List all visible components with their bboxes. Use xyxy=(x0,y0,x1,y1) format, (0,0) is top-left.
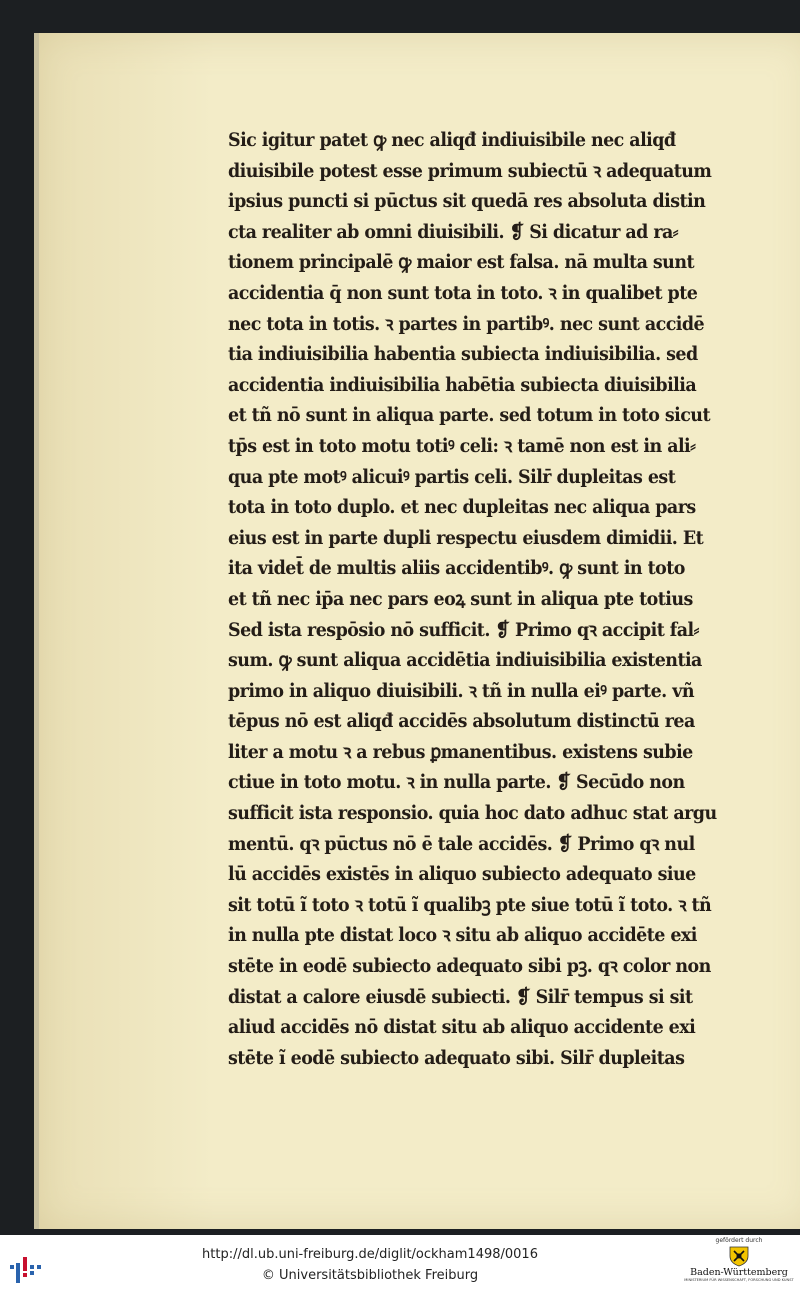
page-edge xyxy=(34,33,39,1229)
sponsor-logo[interactable] xyxy=(680,1237,798,1291)
text-line: accidentia indiuisibilia habētia subiecta diuisibilia xyxy=(228,373,697,396)
text-line: lū accidēs existēs in aliquo subiecto adequato siue xyxy=(228,863,696,886)
text-line: Sic igitur patet ꝙ nec aliqđ indiuisibile nec aliqđ xyxy=(228,129,676,151)
text-line: nec tota in totis. ꝛ partes in partibꝰ. nec sunt accidē xyxy=(228,312,705,335)
text-line: in nulla pte distat loco ꝛ situ ab aliquo accidēte exi xyxy=(228,924,697,947)
sponsor-label: gefördert durch xyxy=(715,1237,763,1244)
text-line: stēte ĩ eodē subiecto adequato sibi. Silr̄ dupleitas xyxy=(228,1046,685,1069)
text-line: tp̄s est in toto motu totiꝰ celi: ꝛ tamē non est in ali⸗ xyxy=(228,434,696,457)
text-line: ipsius puncti si pūctus sit quedā res absoluta distin xyxy=(228,190,706,213)
text-line: et tñ nec ip̄a nec pars eoꝝ sunt in aliqua pte totius xyxy=(228,587,693,610)
baden-wuerttemberg-crest-icon xyxy=(727,1245,751,1267)
text-line: ctiue in toto motu. ꝛ in nulla parte. ❡ Secūdo non xyxy=(228,771,685,794)
text-line: ita videt̄ de multis aliis accidentibꝰ. ꝙ sunt in toto xyxy=(228,557,685,580)
text-line: tionem principalē ꝙ maior est falsa. nā multa sunt xyxy=(228,251,695,274)
text-line: diuisibile potest esse primum subiectū ꝛ adequatum xyxy=(228,159,712,182)
text-line: et tñ nō sunt in aliqua parte. sed totum in toto sicut xyxy=(228,404,710,427)
text-line: sit totū ĩ toto ꝛ totū ĩ qualibꝫ pte siue totū ĩ toto. ꝛ tñ xyxy=(228,893,712,916)
text-line: aliud accidēs nō distat situ ab aliquo accidente exi xyxy=(228,1016,696,1039)
document-url-link[interactable]: http://dl.ub.uni-freiburg.de/diglit/ockham1498/0016 xyxy=(202,1247,538,1262)
viewer-footer xyxy=(0,1235,800,1292)
text-line: distat a calore eiusdē subiecti. ❡ Silr̄ tempus si sit xyxy=(228,985,693,1008)
sponsor-name: Baden-Württemberg xyxy=(690,1267,788,1278)
text-line: primo in aliquo diuisibili. ꝛ tñ in nulla eiꝰ parte. vñ xyxy=(228,679,694,702)
text-line: accidentia q̄ non sunt tota in toto. ꝛ in qualibet pte xyxy=(228,281,698,304)
page-text-block xyxy=(228,125,788,1073)
text-line: mentū. qꝛ pūctus nō ē tale accidēs. ❡ Primo qꝛ nul xyxy=(228,832,695,855)
copyright-notice: © Universitätsbibliothek Freiburg xyxy=(261,1268,479,1283)
text-line: sum. ꝙ sunt aliqua accidētia indiuisibilia existentia xyxy=(228,649,702,672)
text-line: tēpus nō est aliqđ accidēs absolutum distinctū rea xyxy=(228,710,695,733)
sponsor-subtitle: MINISTERIUM FÜR WISSENSCHAFT, FORSCHUNG UND KUNST xyxy=(684,1278,794,1282)
book-page xyxy=(34,33,800,1229)
text-line: Sed ista respōsio nō sufficit. ❡ Primo qꝛ accipit fal⸗ xyxy=(228,618,699,641)
text-line: eius est in parte dupli respectu eiusdem dimidii. Et xyxy=(228,526,704,549)
text-line: cta realiter ab omni diuisibili. ❡ Si dicatur ad ra⸗ xyxy=(228,220,679,243)
text-line: sufficit ista responsio. quia hoc dato adhuc stat argu xyxy=(228,802,717,825)
text-line: liter a motu ꝛ a rebus ꝑmanentibus. existens subie xyxy=(228,740,693,763)
text-line: tia indiuisibilia habentia subiecta indiuisibilia. sed xyxy=(228,343,698,366)
text-line: tota in toto duplo. et nec dupleitas nec aliqua pars xyxy=(228,496,696,519)
page-stain xyxy=(34,33,214,1229)
text-line: stēte in eodē subiecto adequato sibi pꝫ. qꝛ color non xyxy=(228,955,711,978)
text-line: qua pte motꝰ alicuiꝰ partis celi. Silr̄ dupleitas est xyxy=(228,465,676,488)
